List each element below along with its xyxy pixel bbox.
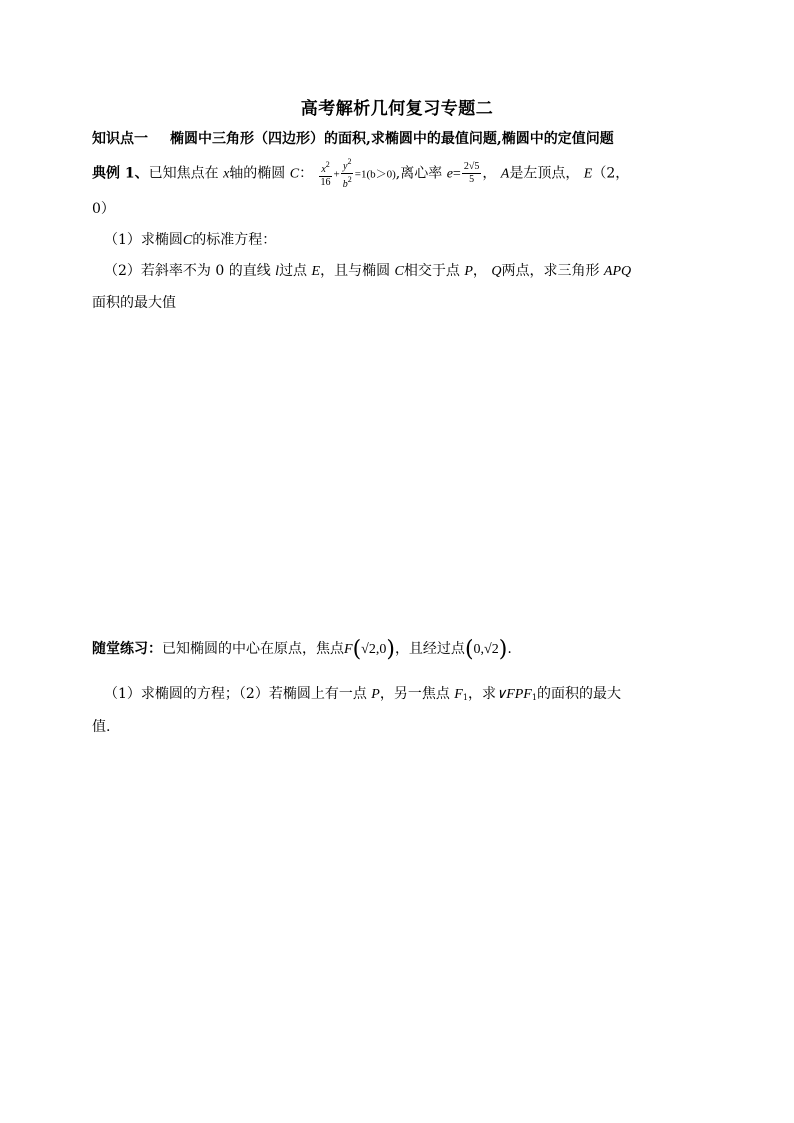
left-vertex-text: 是左顶点， <box>509 165 580 182</box>
part2-var-Q: Q <box>491 264 502 279</box>
practice-questions <box>104 683 621 703</box>
ecc-den: 5 <box>469 174 475 185</box>
practice-text-a: 已知椭圆的中心在原点，焦点 <box>162 641 344 657</box>
practice-var-F: F <box>344 642 353 657</box>
part2-text-f: 两点，求三角形 <box>501 263 600 279</box>
frac1-num: x <box>321 163 326 175</box>
equation-tail: =1(b＞0) <box>354 168 396 181</box>
part2-var-l: l <box>275 264 280 279</box>
practice-q4: 的面积的最大 <box>536 686 621 702</box>
fraction-x2-16: $\frac{x^2}{16}$ <box>320 159 331 188</box>
E-coord-start: （2， <box>592 165 630 182</box>
part2-text-e: ， <box>472 263 487 279</box>
practice-var-F1: F <box>454 687 463 702</box>
knowledge-point-line <box>92 128 614 148</box>
part2-var-C: C <box>394 264 404 279</box>
plus-sign: + <box>333 168 340 181</box>
part1-var-C: C <box>182 233 193 248</box>
example1-axis-text: 轴的椭圆 <box>229 165 286 182</box>
example1-intro: 已知焦点在 <box>148 165 219 182</box>
var-E: E <box>583 166 593 182</box>
practice-period: . <box>507 641 512 657</box>
practice-label: 随堂练习： <box>92 641 162 657</box>
eccentricity-label: ,离心率 <box>395 165 443 182</box>
passing-point: 0,√2 <box>473 642 499 657</box>
fraction-eccentricity <box>462 161 482 186</box>
part2-text-b: 过点 <box>279 263 308 279</box>
part2-var-P: P <box>464 264 473 279</box>
equals-sign: = <box>452 166 461 182</box>
part2-text-c: ，且与椭圆 <box>320 263 391 279</box>
comma: ， <box>482 165 497 182</box>
practice-text-b: ，且经过点 <box>394 641 465 657</box>
practice-F1-subscript: 1 <box>462 693 468 702</box>
example1-label: 典例 1、 <box>92 165 149 182</box>
var-C: C <box>289 166 300 182</box>
practice-triangle-FPF1: ∨FPF <box>495 687 532 702</box>
example1-part1 <box>104 229 276 249</box>
practice-questions-end: 值. <box>92 719 111 735</box>
part2-text-d: 相交于点 <box>403 263 460 279</box>
part1-text-b: 的标准方程： <box>192 232 277 248</box>
practice-var-P: P <box>371 687 380 702</box>
example1-line-wrap: 0） <box>92 201 115 217</box>
focus-coordinate: √2,0 <box>361 642 387 657</box>
part2-var-APQ: APQ <box>603 264 632 279</box>
example1-line <box>92 156 629 191</box>
frac1-den: 16 <box>320 176 331 188</box>
practice-q2: ，另一焦点 <box>379 686 450 702</box>
knowledge-point-text: 椭圆中三角形（四边形）的面积,求椭圆中的最值问题,椭圆中的定值问题 <box>170 131 614 147</box>
document-title: 高考解析几何复习专题二 <box>300 99 494 119</box>
var-e: e <box>446 166 453 182</box>
practice-q1: （1）求椭圆的方程；（2）若椭圆上有一点 <box>104 686 367 702</box>
example1-part2 <box>104 260 631 280</box>
practice-line: 随堂练习：已知椭圆的中心在原点，焦点F(√2,0)，且经过点(0,√2). <box>92 637 512 662</box>
part2-text-a: （2）若斜率不为 0 的直线 <box>104 263 271 279</box>
example1-part2-end: 面积的最大值 <box>92 295 176 311</box>
part2-var-E: E <box>311 264 321 279</box>
var-A: A <box>500 166 510 182</box>
practice-q3: ，求 <box>467 686 496 702</box>
var-x: x <box>223 166 230 182</box>
frac2-den: b <box>342 179 348 190</box>
frac2-num: y <box>343 161 348 172</box>
colon: ： <box>299 165 314 182</box>
knowledge-point-label: 知识点一 <box>92 131 148 147</box>
practice-triangle-subscript: 1 <box>531 693 537 702</box>
part1-text-a: （1）求椭圆 <box>104 232 183 248</box>
ecc-num: 2√5 <box>463 161 480 172</box>
fraction-y2-b2: $\frac{y^2}{b^2}$ <box>342 157 352 190</box>
